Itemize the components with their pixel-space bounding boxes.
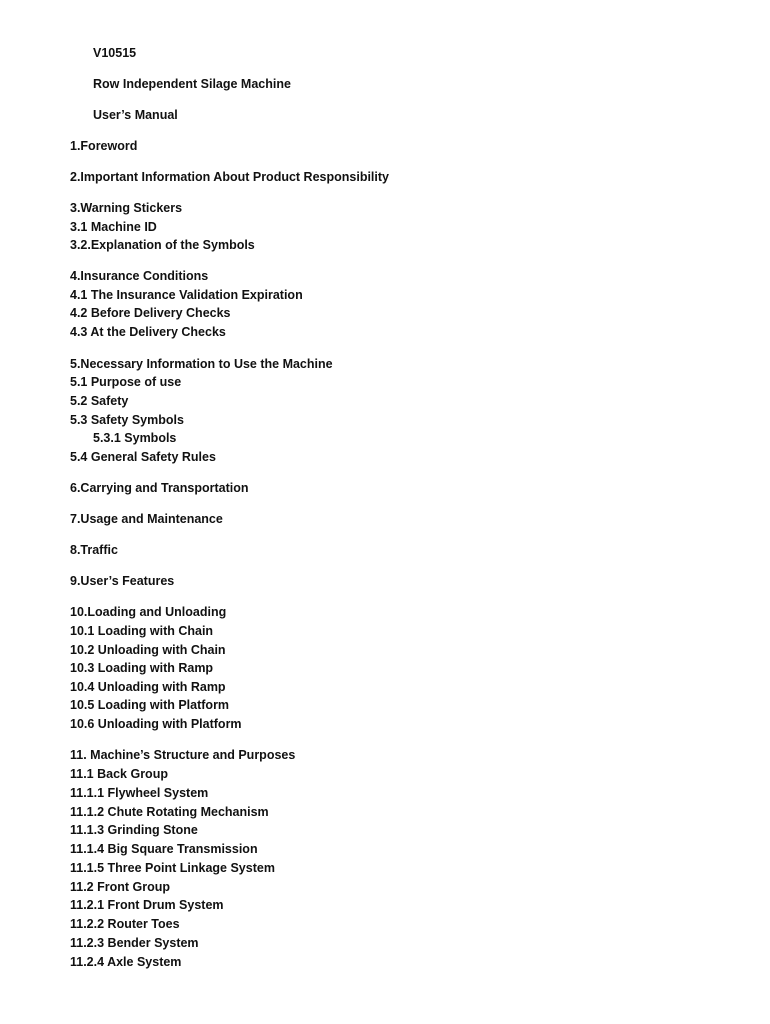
toc-entry-11-2-1: 11.2.1 Front Drum System	[70, 898, 224, 912]
toc-entry-11-1-5: 11.1.5 Three Point Linkage System	[70, 861, 275, 875]
toc-entry-5-3-1: 5.3.1 Symbols	[93, 431, 177, 445]
toc-entry-11-1: 11.1 Back Group	[70, 767, 168, 781]
toc-entry-8: 8.Traffic	[70, 543, 118, 557]
toc-entry-11-2-4: 11.2.4 Axle System	[70, 955, 182, 969]
toc-entry-5-3: 5.3 Safety Symbols	[70, 413, 184, 427]
toc-entry-3-1: 3.1 Machine ID	[70, 220, 157, 234]
document-code: V10515	[93, 46, 137, 60]
toc-entry-11-1-2: 11.1.2 Chute Rotating Mechanism	[70, 805, 269, 819]
toc-entry-11-1-1: 11.1.1 Flywheel System	[70, 786, 209, 800]
toc-entry-6: 6.Carrying and Transportation	[70, 481, 249, 495]
toc-entry-9: 9.User’s Features	[70, 574, 175, 588]
toc-entry-4: 4.Insurance Conditions	[70, 269, 209, 283]
toc-entry-11-1-3: 11.1.3 Grinding Stone	[70, 823, 198, 837]
document-type: User’s Manual	[93, 108, 178, 122]
toc-entry-11-1-4: 11.1.4 Big Square Transmission	[70, 842, 258, 856]
toc-entry-10-3: 10.3 Loading with Ramp	[70, 661, 214, 675]
toc-entry-3-2: 3.2.Explanation of the Symbols	[70, 238, 255, 252]
toc-entry-11-2: 11.2 Front Group	[70, 880, 171, 894]
toc-entry-11: 11. Machine’s Structure and Purposes	[70, 748, 296, 762]
toc-entry-2: 2.Important Information About Product Responsibility	[70, 170, 389, 184]
toc-entry-7: 7.Usage and Maintenance	[70, 512, 223, 526]
toc-entry-3: 3.Warning Stickers	[70, 201, 183, 215]
toc-entry-4-3: 4.3 At the Delivery Checks	[70, 325, 226, 339]
toc-entry-5-1: 5.1 Purpose of use	[70, 375, 182, 389]
toc-entry-4-2: 4.2 Before Delivery Checks	[70, 306, 231, 320]
toc-entry-1: 1.Foreword	[70, 139, 138, 153]
toc-entry-4-1: 4.1 The Insurance Validation Expiration	[70, 288, 303, 302]
toc-entry-11-2-3: 11.2.3 Bender System	[70, 936, 199, 950]
toc-entry-5-4: 5.4 General Safety Rules	[70, 450, 216, 464]
toc-entry-10: 10.Loading and Unloading	[70, 605, 227, 619]
document-product-title: Row Independent Silage Machine	[93, 77, 291, 91]
toc-entry-5: 5.Necessary Information to Use the Machine	[70, 357, 333, 371]
toc-entry-10-1: 10.1 Loading with Chain	[70, 624, 214, 638]
toc-entry-10-2: 10.2 Unloading with Chain	[70, 643, 226, 657]
toc-entry-5-2: 5.2 Safety	[70, 394, 129, 408]
toc-entry-11-2-2: 11.2.2 Router Toes	[70, 917, 180, 931]
toc-entry-10-5: 10.5 Loading with Platform	[70, 698, 230, 712]
toc-entry-10-4: 10.4 Unloading with Ramp	[70, 680, 226, 694]
toc-entry-10-6: 10.6 Unloading with Platform	[70, 717, 242, 731]
